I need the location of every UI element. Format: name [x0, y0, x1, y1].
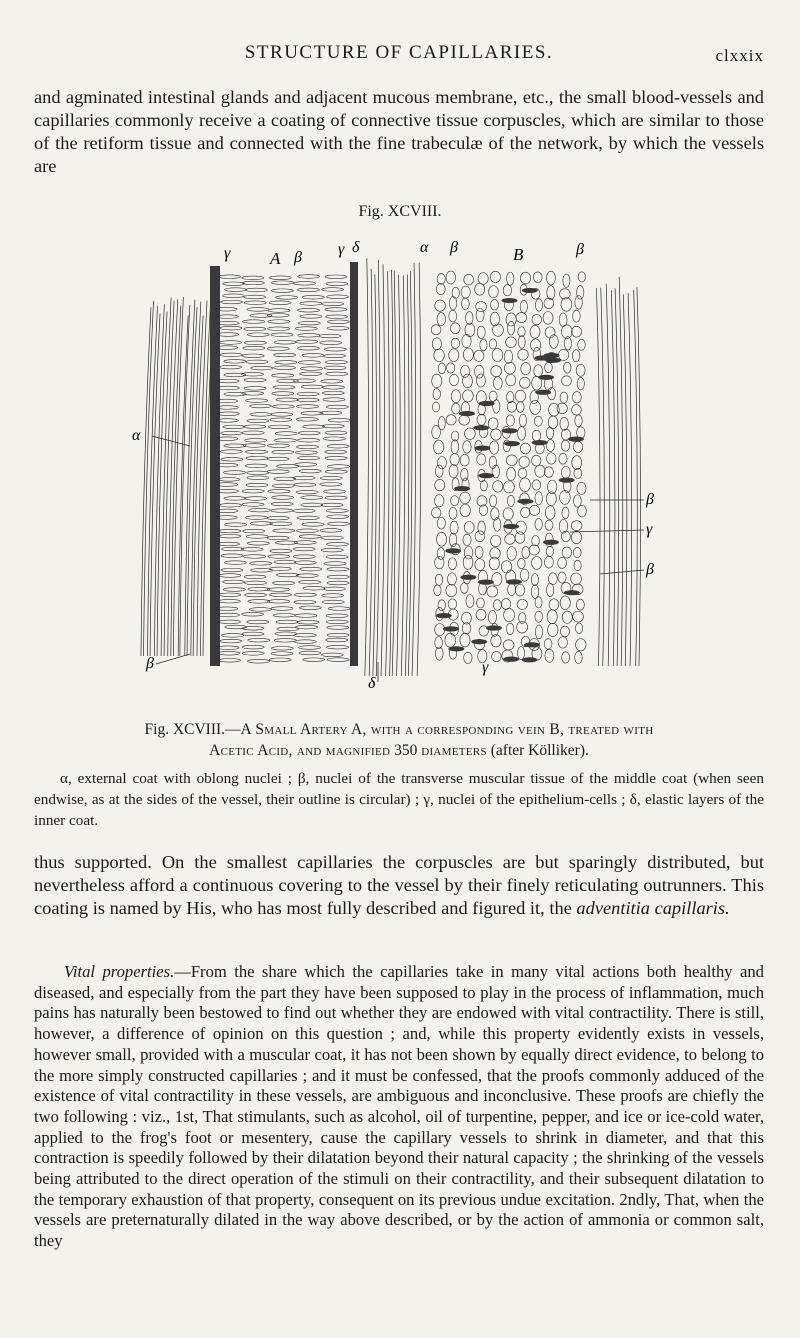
label-A: A [270, 249, 281, 268]
label-alpha-left: α [132, 427, 141, 444]
figure-legend: α, external coat with oblong nuclei ; β, nuclei of the transverse muscular tissue of the middle coat (when seen endwise, as at the sides of the vessel, their outline is circular) ; γ, nuclei of the epithelium-cells ; δ, elastic layers of the inner coat. [34, 770, 764, 829]
label-delta-bottom: δ [368, 675, 376, 690]
label-delta-top: δ [352, 239, 360, 256]
label-beta-vein: β [576, 241, 584, 258]
section-heading-vital-properties: Vital properties. [64, 962, 175, 981]
vital-properties-text: —From the share which the capillaries take in many vital actions both healthy and diseased, and especially from the part they have been supposed to play in the process of inflammation, much pains has naturally been bestowed to find out whether they are endowed with vital contractility. There is still, however, a difference of opinion on this question ; and, while this property evidently exists in vessels, however small, provided with a muscular coat, it has not been shown by equally direct evidence, to belong to the more simply constructed capillaries ; and it must be confessed, that the proofs commonly adduced of the existence of vital contractility in these vessels, are ambiguous and inconclusive. These proofs are chiefly the two following : viz., 1st, That stimulants, such as alcohol, oil of turpentine, pepper, and ice or ice-cold water, applied to the frog's foot or mesentery, cause the capillary vessels to shrink in diameter, and that this contraction is speedily followed by their dilatation beyond their natural capacity ; the shrinking of the vessels being attributed to the direct operation of the stimuli on their contractility, and their subsequent dilatation to the temporary exhaustion of that property, consequent on its previous undue excitation. 2ndly, That, when the vessels are preternaturally dilated in the way above described, or by the action of ammonia or common salt, they [34, 962, 764, 1251]
figure-caption [34, 719, 764, 761]
label-beta-right1: β [646, 491, 654, 508]
figure-artery-vein-illustration [130, 236, 670, 690]
caption-diameters: diameters [421, 742, 487, 759]
histology-engraving [130, 236, 670, 690]
paragraph-vital-properties [34, 962, 764, 1252]
label-gamma-right: γ [646, 521, 653, 538]
running-title: STRUCTURE OF CAPILLARIES. [244, 42, 554, 63]
caption-attribution: (after Kölliker). [490, 742, 589, 759]
paragraph-adventitia [34, 851, 764, 920]
label-gamma-bottom: γ [482, 659, 489, 676]
page-header [34, 36, 764, 70]
page-number: clxxix [715, 46, 764, 65]
label-beta-bottom: β [146, 655, 154, 672]
engraving-linework [141, 258, 644, 682]
label-beta-top: β [450, 239, 458, 256]
label-gamma-left: γ [224, 245, 231, 262]
label-beta-artery: β [294, 249, 302, 266]
paragraph-continuation: and agminated intestinal glands and adjacent mucous membrane, etc., the small blood-vessels and capillaries commonly receive a coating of connective tissue corpuscles, which are similar to those of the retiform tissue and connected with the fine trabeculæ of the network, by which the vessels are [34, 87, 764, 176]
caption-lead: Fig. XCVIII.— [144, 721, 241, 738]
label-alpha-top: α [420, 239, 429, 256]
caption-line2: Acetic Acid, and magnified [209, 742, 391, 759]
adventitia-text: thus supported. On the smallest capillaries the corpuscles are but sparingly distributed, but nevertheless afford a continuous covering to the vessel by their finely reticulating outrunners. This coating is named by His, who has most fully described and figured it, the [34, 852, 764, 918]
label-B: B [513, 245, 524, 264]
label-beta-right2: β [646, 561, 654, 578]
figure-title: Fig. XCVIII. [358, 203, 442, 220]
caption-line1: A Small Artery A, with a corresponding vein B, treated with [240, 721, 654, 738]
caption-number: 350 [394, 742, 418, 759]
label-gamma-mid: γ [338, 241, 345, 258]
adventitia-term: adventitia capillaris. [576, 898, 730, 918]
